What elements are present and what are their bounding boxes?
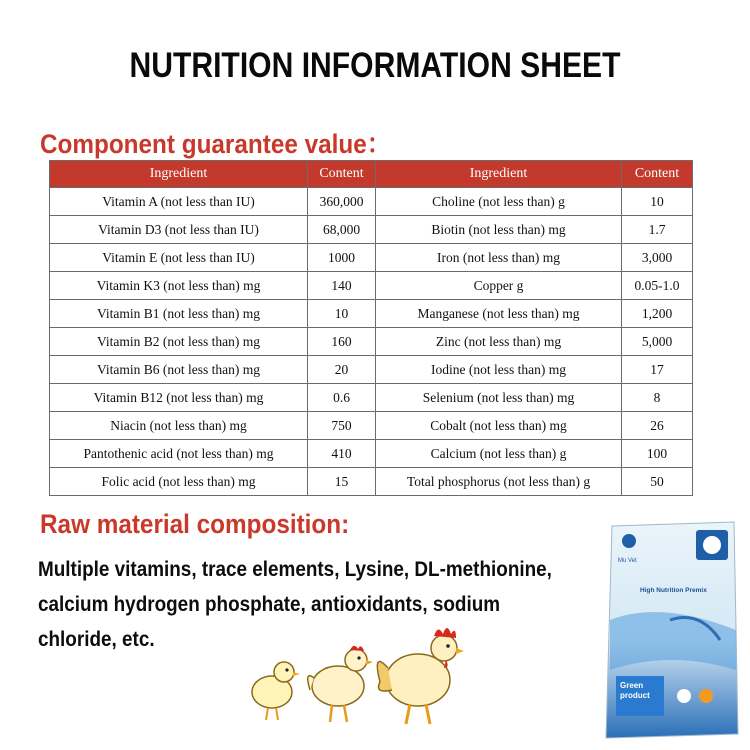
- ingredient-cell: Vitamin D3 (not less than IU): [50, 216, 308, 244]
- content-cell: 15: [308, 468, 376, 496]
- header-ingredient: Ingredient: [376, 161, 622, 188]
- table-header-row: [50, 161, 693, 188]
- table-row: [50, 244, 693, 272]
- table-row: [50, 468, 693, 496]
- ingredient-cell: Biotin (not less than) mg: [376, 216, 622, 244]
- ingredient-cell: Folic acid (not less than) mg: [50, 468, 308, 496]
- table-row: [50, 328, 693, 356]
- content-cell: 360,000: [308, 188, 376, 216]
- bag-brand: Mu Vet: [618, 558, 637, 564]
- content-cell: 750: [308, 412, 376, 440]
- ingredient-cell: Vitamin B6 (not less than) mg: [50, 356, 308, 384]
- content-cell: 50: [622, 468, 693, 496]
- content-cell: 5,000: [622, 328, 693, 356]
- content-cell: 160: [308, 328, 376, 356]
- content-cell: 10: [308, 300, 376, 328]
- bag-title: High Nutrition Premix: [640, 587, 707, 594]
- rooster-icon: [377, 628, 464, 724]
- ingredient-cell: Niacin (not less than) mg: [50, 412, 308, 440]
- certification-icon: [699, 689, 713, 703]
- seal-icon: [703, 536, 721, 554]
- bag-label-line2: product: [620, 691, 650, 700]
- content-cell: 20: [308, 356, 376, 384]
- content-cell: 0.6: [308, 384, 376, 412]
- ingredient-cell: Iodine (not less than) mg: [376, 356, 622, 384]
- table-row: [50, 356, 693, 384]
- ingredient-cell: Vitamin B1 (not less than) mg: [50, 300, 308, 328]
- content-cell: 140: [308, 272, 376, 300]
- chick-icon: [252, 662, 300, 720]
- ingredient-cell: Choline (not less than) g: [376, 188, 622, 216]
- content-cell: 0.05-1.0: [622, 272, 693, 300]
- ingredient-cell: Iron (not less than) mg: [376, 244, 622, 272]
- ingredient-cell: Vitamin B2 (not less than) mg: [50, 328, 308, 356]
- table-row: [50, 440, 693, 468]
- content-cell: 1,200: [622, 300, 693, 328]
- table-row: [50, 384, 693, 412]
- certification-icon: [677, 689, 691, 703]
- ingredient-cell: Total phosphorus (not less than) g: [376, 468, 622, 496]
- content-cell: 26: [622, 412, 693, 440]
- ingredient-cell: Calcium (not less than) g: [376, 440, 622, 468]
- product-bag-image: [600, 520, 745, 740]
- ingredient-cell: Zinc (not less than) mg: [376, 328, 622, 356]
- table-row: [50, 188, 693, 216]
- header-content: Content: [622, 161, 693, 188]
- content-cell: 17: [622, 356, 693, 384]
- ingredient-cell: Vitamin A (not less than IU): [50, 188, 308, 216]
- nutrition-table: [49, 160, 693, 496]
- ingredient-cell: Cobalt (not less than) mg: [376, 412, 622, 440]
- hen-icon: [308, 646, 373, 722]
- chicken-illustration: [240, 620, 470, 730]
- page-title: NUTRITION INFORMATION SHEET: [129, 46, 621, 85]
- ingredient-cell: Vitamin B12 (not less than) mg: [50, 384, 308, 412]
- header-ingredient: Ingredient: [50, 161, 308, 188]
- ingredient-cell: Copper g: [376, 272, 622, 300]
- ingredient-cell: Manganese (not less than) mg: [376, 300, 622, 328]
- content-cell: 1000: [308, 244, 376, 272]
- brand-logo-icon: [622, 534, 636, 548]
- header-content: Content: [308, 161, 376, 188]
- guarantee-heading: Component guarantee value：: [40, 129, 392, 159]
- raw-material-heading: Raw material composition:: [40, 509, 350, 539]
- raw-material-text: Multiple vitamins, trace elements, Lysine, DL-methionine, calcium hydrogen phosphate, antioxidants, sodium chloride, etc.: [38, 558, 552, 651]
- ingredient-cell: Selenium (not less than) mg: [376, 384, 622, 412]
- table-row: [50, 300, 693, 328]
- bag-label-line1: Green: [620, 681, 644, 690]
- table-row: [50, 216, 693, 244]
- content-cell: 8: [622, 384, 693, 412]
- table-row: [50, 412, 693, 440]
- content-cell: 10: [622, 188, 693, 216]
- table-row: [50, 272, 693, 300]
- ingredient-cell: Vitamin E (not less than IU): [50, 244, 308, 272]
- content-cell: 68,000: [308, 216, 376, 244]
- content-cell: 100: [622, 440, 693, 468]
- ingredient-cell: Vitamin K3 (not less than) mg: [50, 272, 308, 300]
- content-cell: 410: [308, 440, 376, 468]
- content-cell: 1.7: [622, 216, 693, 244]
- content-cell: 3,000: [622, 244, 693, 272]
- ingredient-cell: Pantothenic acid (not less than) mg: [50, 440, 308, 468]
